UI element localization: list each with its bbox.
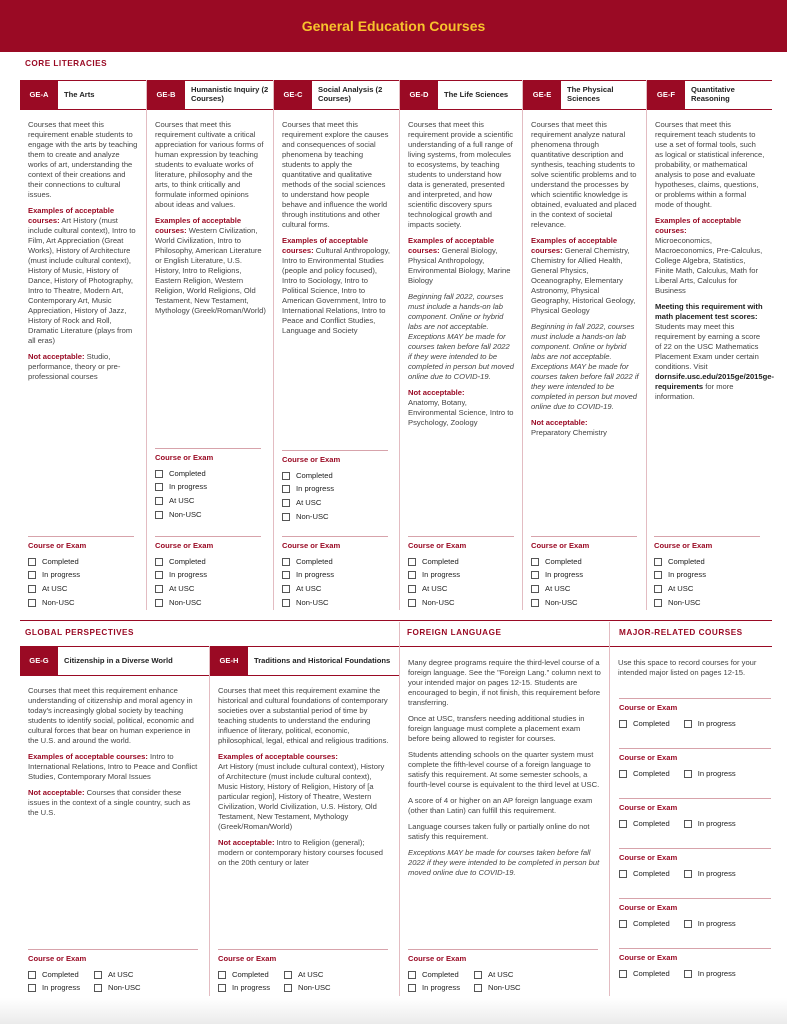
- column-header: [274, 80, 399, 110]
- in-progress-label: In progress: [42, 983, 80, 993]
- completed-label: Completed: [633, 918, 670, 928]
- checklist-title: Course or Exam: [619, 853, 678, 862]
- major-course-entry: [619, 798, 771, 831]
- not-acceptable-label: Not acceptable:: [531, 418, 588, 428]
- at-usc-checkbox[interactable]: [654, 585, 662, 593]
- in-progress-label: In progress: [668, 570, 706, 580]
- non-usc-label: Non-USC: [108, 983, 141, 993]
- examples-text: Intro to International Relations, Intro to Peace and Conflict Studies, Contemporary Moral Issues: [28, 752, 198, 782]
- completed-checkbox[interactable]: [408, 971, 416, 979]
- requirements-link[interactable]: dornsife.usc.edu/2015ge/2015ge-requirements: [655, 372, 775, 392]
- completed-checkbox[interactable]: [531, 558, 539, 566]
- foreign-language-column: [400, 654, 609, 884]
- column-ge-e: [523, 80, 646, 444]
- examples-label: Examples of acceptable courses:: [28, 206, 115, 226]
- foreign-language-heading: FOREIGN LANGUAGE: [407, 628, 502, 637]
- at-usc-checkbox[interactable]: [94, 971, 102, 979]
- code-badge: GE-F: [647, 81, 685, 109]
- not-acceptable-text: Studio, performance, theory or pre-professional courses: [28, 352, 121, 382]
- divider: [28, 536, 134, 537]
- non-usc-label: Non-USC: [488, 983, 521, 993]
- at-usc-label: At USC: [488, 969, 514, 979]
- completed-label: Completed: [633, 768, 670, 778]
- completed-checkbox[interactable]: [155, 558, 163, 566]
- divider: [155, 536, 261, 537]
- course-checklist: [28, 949, 198, 995]
- section-rule: [610, 646, 772, 647]
- in-progress-checkbox[interactable]: [408, 571, 416, 579]
- divider: [218, 949, 388, 950]
- column-ge-d: [400, 80, 522, 434]
- in-progress-checkbox[interactable]: [684, 770, 692, 778]
- description: Courses that meet this requirement provide a scientific understanding of a full range of living systems, from molecules to ecosystems, by teaching students to understand how data is generated, presented and interpreted, and how scientific discovery spurs technological growth and impacts society.: [408, 120, 514, 230]
- at-usc-checkbox[interactable]: [155, 497, 163, 505]
- description: Courses that meet this requirement analyze natural phenomena through quantitative description and synthesis, teaching students to solve scientific problems and to understand the processes by which scientific knowledge is obtained, evaluated and placed in the context of societal relevance.: [531, 120, 637, 230]
- completed-label: Completed: [296, 470, 333, 480]
- divider: [155, 448, 261, 449]
- not-acceptable-text: Courses that consider these issues in the context of a single country, such as the U.S.: [28, 788, 191, 818]
- in-progress-label: In progress: [697, 918, 736, 928]
- course-checklist: [531, 536, 637, 609]
- non-usc-checkbox[interactable]: [408, 599, 416, 607]
- checklist-title: Course or Exam: [282, 541, 341, 550]
- column-title: Citizenship in a Diverse World: [64, 655, 173, 665]
- in-progress-label: In progress: [697, 768, 736, 778]
- at-usc-label: At USC: [296, 583, 322, 593]
- checklist-title: Course or Exam: [408, 954, 467, 963]
- code-badge: GE-D: [400, 81, 438, 109]
- examples-label: Examples of acceptable courses:: [282, 236, 369, 256]
- description: Courses that meet this requirement enhance understanding of citizenship and moral agency in today's increasingly global society by teaching students to identify social, political, economic and cultural forces that bear on human experience in the U.S. and around the world.: [28, 686, 194, 746]
- column-ge-g: [20, 646, 209, 824]
- in-progress-label: In progress: [422, 570, 460, 580]
- foreign-paragraph: Once at USC, transfers needing additional studies in foreign language must complete a placement exam before being allowed to register for courses.: [408, 714, 585, 744]
- column-title: The Life Sciences: [444, 89, 509, 99]
- column-ge-f: [647, 80, 775, 408]
- checklist-title: Course or Exam: [619, 953, 678, 962]
- column-header: [147, 80, 273, 110]
- code-badge: GE-G: [20, 647, 58, 675]
- at-usc-label: At USC: [169, 495, 195, 505]
- page-shadow: [0, 998, 787, 1024]
- major-intro: Use this space to record courses for your intended major listed on pages 12-15.: [618, 658, 757, 678]
- in-progress-label: In progress: [232, 983, 270, 993]
- non-usc-label: Non-USC: [296, 597, 329, 607]
- divider: [619, 748, 771, 749]
- completed-checkbox[interactable]: [619, 920, 627, 928]
- examples-text: Art History (must include cultural context), History of Architecture (must include cultural context), Music History, History of Religion, History of [a particular region], History of Theatre, Western Civilization, World Civilization, U.S. History, Old Testament, New Testament, Mythology (Greek/Roman/World): [218, 762, 385, 832]
- examples-label: Examples of acceptable courses:: [155, 216, 242, 236]
- at-usc-label: At USC: [545, 583, 571, 593]
- course-checklist: [282, 536, 388, 609]
- non-usc-checkbox[interactable]: [155, 511, 163, 519]
- examples-label: Examples of acceptable courses:: [28, 752, 148, 762]
- in-progress-checkbox[interactable]: [408, 984, 416, 992]
- divider: [619, 798, 771, 799]
- checklist-title: Course or Exam: [619, 753, 678, 762]
- in-progress-checkbox[interactable]: [654, 571, 662, 579]
- completed-checkbox[interactable]: [654, 558, 662, 566]
- description: Courses that meet this requirement cultivate a critical appreciation for various forms of human expression by teaching students to evaluate works of literature, philosophy and the arts, to think critically and formulate informed opinions about ideas and values.: [155, 120, 264, 210]
- examples-text: General Biology, Physical Anthropology, Environmental Biology, Marine Biology: [408, 246, 511, 286]
- in-progress-label: In progress: [296, 570, 334, 580]
- divider: [408, 536, 514, 537]
- page-title: General Education Courses: [301, 18, 486, 34]
- not-acceptable-label: Not acceptable:: [28, 352, 85, 362]
- foreign-exception-note: Exceptions MAY be made for courses taken before fall 2022 if they were intended to be completed in person but moved online due to COVID-19.: [408, 848, 600, 878]
- column-header: [523, 80, 646, 110]
- code-badge: GE-A: [20, 81, 58, 109]
- in-progress-checkbox[interactable]: [28, 571, 36, 579]
- divider: [619, 698, 771, 699]
- in-progress-label: In progress: [545, 570, 583, 580]
- checklist-title: Course or Exam: [531, 541, 590, 550]
- code-badge: GE-C: [274, 81, 312, 109]
- completed-label: Completed: [668, 556, 705, 566]
- non-usc-checkbox[interactable]: [282, 513, 290, 521]
- not-acceptable-text: Intro to Religion (general); modern or contemporary history courses focused on the 20th century or later: [218, 838, 384, 868]
- foreign-paragraph: Many degree programs require the third-level course of a foreign language. See the "Foreign Lang." column next to your intended major on pages 12-15. Students are encouraged to begin, if not finish, this requirement before transferring.: [408, 658, 601, 708]
- checklist-title: Course or Exam: [408, 541, 467, 550]
- non-usc-checkbox[interactable]: [531, 599, 539, 607]
- column-title: The Physical Sciences: [567, 85, 614, 103]
- completed-checkbox[interactable]: [28, 558, 36, 566]
- completed-checkbox[interactable]: [218, 971, 226, 979]
- major-related-heading: MAJOR-RELATED COURSES: [619, 628, 743, 637]
- major-course-entry: [619, 948, 771, 981]
- description: Courses that meet this requirement examine the historical and cultural foundations of contemporary societies over a substantial period of time by teaching students to understand the enduring influence of literary, political, economic, philosophical, legal, ethical and religious traditions.: [218, 686, 389, 746]
- description: Courses that meet this requirement teach students to use a set of formal tools, such as logical or statistical inference, probability, or mathematical analysis to pose and evaluate hypotheses, claims, questions, or problems within a formal mode of thought.: [655, 120, 765, 210]
- at-usc-label: At USC: [42, 583, 68, 593]
- completed-checkbox[interactable]: [619, 870, 627, 878]
- placement-label: Meeting this requirement with math placement test scores:: [655, 302, 763, 322]
- at-usc-checkbox[interactable]: [282, 585, 290, 593]
- examples-text: Cultural Anthropology, Intro to Environmental Studies (people and policy focused), Intro to Sociology, Intro to Political Science, Intro to American Government, Intro to International Relations, Intro to Peace and Conflict Studies, Language and Society: [282, 246, 390, 336]
- foreign-paragraph: Language courses taken fully or partially online do not satisfy this requirement.: [408, 822, 590, 842]
- in-progress-label: In progress: [169, 570, 207, 580]
- course-checklist: [28, 536, 134, 609]
- divider: [282, 536, 388, 537]
- non-usc-label: Non-USC: [169, 509, 202, 519]
- not-acceptable-text: Anatomy, Botany, Environmental Science, Intro to Psychology, Zoology: [408, 398, 514, 428]
- major-related-column: [610, 654, 782, 684]
- in-progress-label: In progress: [697, 968, 736, 978]
- checklist-title: Course or Exam: [654, 541, 713, 550]
- completed-label: Completed: [422, 969, 459, 979]
- examples-label: Examples of acceptable courses:: [531, 236, 618, 256]
- at-usc-label: At USC: [668, 583, 694, 593]
- non-usc-checkbox[interactable]: [94, 984, 102, 992]
- not-acceptable-text: Preparatory Chemistry: [531, 428, 607, 438]
- not-acceptable-label: Not acceptable:: [28, 788, 85, 798]
- divider: [654, 536, 760, 537]
- code-badge: GE-E: [523, 81, 561, 109]
- examples-text: Microeconomics, Macroeconomics, Pre-Calculus, College Algebra, Statistics, Finite Math, Calculus, Math for Liberal Arts, Calculus for Business: [655, 236, 763, 296]
- at-usc-label: At USC: [298, 969, 324, 979]
- completed-checkbox[interactable]: [619, 820, 627, 828]
- in-progress-label: In progress: [697, 718, 736, 728]
- divider: [282, 450, 388, 451]
- major-course-entry: [619, 748, 771, 781]
- not-acceptable-label: Not acceptable:: [218, 838, 275, 848]
- at-usc-label: At USC: [108, 969, 134, 979]
- divider: [408, 949, 598, 950]
- divider: [619, 898, 771, 899]
- placement-text: Students may meet this requirement by earning a score of 22 on the USC Mathematics Placement Exam under certain conditions. Visit: [655, 322, 761, 372]
- course-checklist: [408, 949, 598, 995]
- foreign-paragraph: A score of 4 or higher on an AP foreign language exam (other than Latin) can fulfill this requirement.: [408, 796, 593, 816]
- code-badge: GE-B: [147, 81, 185, 109]
- lab-note: Beginning in fall 2022, courses must include a hands-on lab component. Online or hybrid labs are not acceptable. Exceptions MAY be made for courses taken before fall 2022 if they were intended to be completed in person but moved online due to COVID-19.: [531, 322, 639, 412]
- description: Courses that meet this requirement explore the causes and consequences of social phenomena by teaching students to apply the quantitative and qualitative methods of the social sciences to understand how people behave and influence the world through institutions and other cultural forms.: [282, 120, 389, 230]
- checklist-title: Course or Exam: [619, 703, 678, 712]
- in-progress-label: In progress: [169, 482, 207, 492]
- completed-label: Completed: [169, 556, 206, 566]
- core-literacies-heading: CORE LITERACIES: [25, 59, 108, 68]
- section-rule: [20, 620, 772, 621]
- completed-label: Completed: [422, 556, 459, 566]
- in-progress-checkbox[interactable]: [684, 870, 692, 878]
- code-badge: GE-H: [210, 647, 248, 675]
- major-course-entry: [619, 698, 771, 731]
- non-usc-label: Non-USC: [298, 983, 331, 993]
- non-usc-label: Non-USC: [296, 511, 329, 521]
- in-progress-checkbox[interactable]: [684, 720, 692, 728]
- completed-label: Completed: [545, 556, 582, 566]
- in-progress-label: In progress: [42, 570, 80, 580]
- course-checklist: [408, 536, 514, 609]
- non-usc-checkbox[interactable]: [474, 984, 482, 992]
- divider: [619, 848, 771, 849]
- completed-label: Completed: [633, 968, 670, 978]
- completed-label: Completed: [633, 818, 670, 828]
- examples-text: Art History (must include cultural context), Intro to Film, Art Appreciation (Great Works), History of Architecture (must include cultural context), History of Music, History of Dance, History of Photography, Intro to Theatre, Modern Art, Contemporary Art, Music Appreciation, History of Jazz, History of Rock and Roll, Dramatic Literature (plays from all eras): [28, 216, 136, 346]
- checklist-title: Course or Exam: [28, 541, 87, 550]
- divider: [531, 536, 637, 537]
- course-checklist: [282, 450, 388, 523]
- major-course-entry: [619, 898, 771, 931]
- column-header: [20, 80, 146, 110]
- divider: [619, 948, 771, 949]
- column-header: [20, 646, 209, 676]
- column-ge-a: [20, 80, 146, 388]
- in-progress-checkbox[interactable]: [28, 984, 36, 992]
- column-header: [210, 646, 399, 676]
- in-progress-checkbox[interactable]: [684, 820, 692, 828]
- in-progress-checkbox[interactable]: [282, 485, 290, 493]
- description: Courses that meet this requirement enable students to engage with the arts by teaching them to create and analyze works of art, understanding the context of their creations and their connections to cultural issues.: [28, 120, 138, 200]
- non-usc-label: Non-USC: [668, 597, 701, 607]
- column-title: Quantitative Reasoning: [691, 85, 735, 103]
- completed-label: Completed: [296, 556, 333, 566]
- at-usc-label: At USC: [169, 583, 195, 593]
- completed-label: Completed: [42, 969, 79, 979]
- completed-checkbox[interactable]: [619, 720, 627, 728]
- completed-checkbox[interactable]: [155, 470, 163, 478]
- checklist-title: Course or Exam: [155, 453, 214, 462]
- in-progress-label: In progress: [697, 818, 736, 828]
- completed-label: Completed: [633, 868, 670, 878]
- examples-label: Examples of acceptable courses:: [655, 216, 742, 236]
- examples-label: Examples of acceptable courses:: [408, 236, 495, 256]
- at-usc-checkbox[interactable]: [474, 971, 482, 979]
- checklist-title: Course or Exam: [28, 954, 87, 963]
- course-checklist: [218, 949, 388, 995]
- non-usc-label: Non-USC: [169, 597, 202, 607]
- section-rule: [400, 646, 609, 647]
- non-usc-checkbox[interactable]: [284, 984, 292, 992]
- at-usc-checkbox[interactable]: [155, 585, 163, 593]
- in-progress-checkbox[interactable]: [684, 920, 692, 928]
- column-ge-h: [210, 646, 399, 874]
- in-progress-label: In progress: [422, 983, 460, 993]
- completed-checkbox[interactable]: [28, 971, 36, 979]
- completed-checkbox[interactable]: [408, 558, 416, 566]
- at-usc-label: At USC: [422, 583, 448, 593]
- course-checklist: [155, 448, 261, 521]
- at-usc-checkbox[interactable]: [282, 499, 290, 507]
- at-usc-checkbox[interactable]: [408, 585, 416, 593]
- checklist-title: Course or Exam: [218, 954, 277, 963]
- at-usc-checkbox[interactable]: [284, 971, 292, 979]
- examples-text: Western Civilization, World Civilization, Intro to Philosophy, American Literature or English Literature, U.S. History, Intro to Religions, Eastern Religion, Western Religion, World Religions, Old Testament, New Testament, Mythology (Greek/Roman/World): [155, 226, 266, 316]
- in-progress-checkbox[interactable]: [531, 571, 539, 579]
- in-progress-checkbox[interactable]: [282, 571, 290, 579]
- in-progress-checkbox[interactable]: [155, 483, 163, 491]
- checklist-title: Course or Exam: [619, 803, 678, 812]
- global-perspectives-heading: GLOBAL PERSPECTIVES: [25, 628, 134, 637]
- column-header: [400, 80, 522, 110]
- checklist-title: Course or Exam: [155, 541, 214, 550]
- completed-checkbox[interactable]: [282, 558, 290, 566]
- foreign-paragraph: Students attending schools on the quarter system must complete the fifth-level course of a foreign language to satisfy this requirement. At some semester schools, a fourth-level course is equivalent to the third level at USC.: [408, 750, 600, 790]
- in-progress-label: In progress: [697, 868, 736, 878]
- not-acceptable-label: Not acceptable:: [408, 388, 465, 398]
- course-checklist: [155, 536, 261, 609]
- non-usc-label: Non-USC: [42, 597, 75, 607]
- major-course-entry: [619, 848, 771, 881]
- column-title: The Arts: [64, 89, 95, 99]
- column-ge-c: [274, 80, 399, 342]
- non-usc-checkbox[interactable]: [654, 599, 662, 607]
- in-progress-label: In progress: [296, 484, 334, 494]
- column-title: Traditions and Historical Foundations: [254, 655, 391, 665]
- non-usc-checkbox[interactable]: [282, 599, 290, 607]
- at-usc-label: At USC: [296, 497, 322, 507]
- completed-checkbox[interactable]: [282, 472, 290, 480]
- course-checklist: [654, 536, 760, 609]
- non-usc-label: Non-USC: [422, 597, 455, 607]
- non-usc-checkbox[interactable]: [155, 599, 163, 607]
- checklist-title: Course or Exam: [282, 455, 341, 464]
- in-progress-checkbox[interactable]: [218, 984, 226, 992]
- checklist-title: Course or Exam: [619, 903, 678, 912]
- completed-checkbox[interactable]: [619, 770, 627, 778]
- divider: [28, 949, 198, 950]
- completed-label: Completed: [633, 718, 670, 728]
- placement-tail: for more information.: [655, 382, 734, 402]
- completed-label: Completed: [42, 556, 79, 566]
- column-ge-b: [147, 80, 273, 322]
- lab-note: Beginning fall 2022, courses must include a hands-on lab component. Online or hybrid labs are not acceptable. Exceptions MAY be made for courses taken before fall 2022 if they were intended to be completed in person but moved online due to COVID-19.: [408, 292, 514, 382]
- column-header: [647, 80, 772, 110]
- completed-checkbox[interactable]: [619, 970, 627, 978]
- column-title: Humanistic Inquiry (2 Courses): [191, 85, 269, 103]
- in-progress-checkbox[interactable]: [684, 970, 692, 978]
- in-progress-checkbox[interactable]: [155, 571, 163, 579]
- at-usc-checkbox[interactable]: [28, 585, 36, 593]
- examples-label: Examples of acceptable courses:: [218, 752, 338, 762]
- non-usc-label: Non-USC: [545, 597, 578, 607]
- non-usc-checkbox[interactable]: [28, 599, 36, 607]
- column-title: Social Analysis (2 Courses): [318, 85, 383, 103]
- examples-text: General Chemistry, Chemistry for Allied Health, General Physics, Oceanography, Elementary Astronomy, Physical Geography, Historical Geology, Physical Geology: [531, 246, 636, 316]
- completed-label: Completed: [232, 969, 269, 979]
- at-usc-checkbox[interactable]: [531, 585, 539, 593]
- completed-label: Completed: [169, 468, 206, 478]
